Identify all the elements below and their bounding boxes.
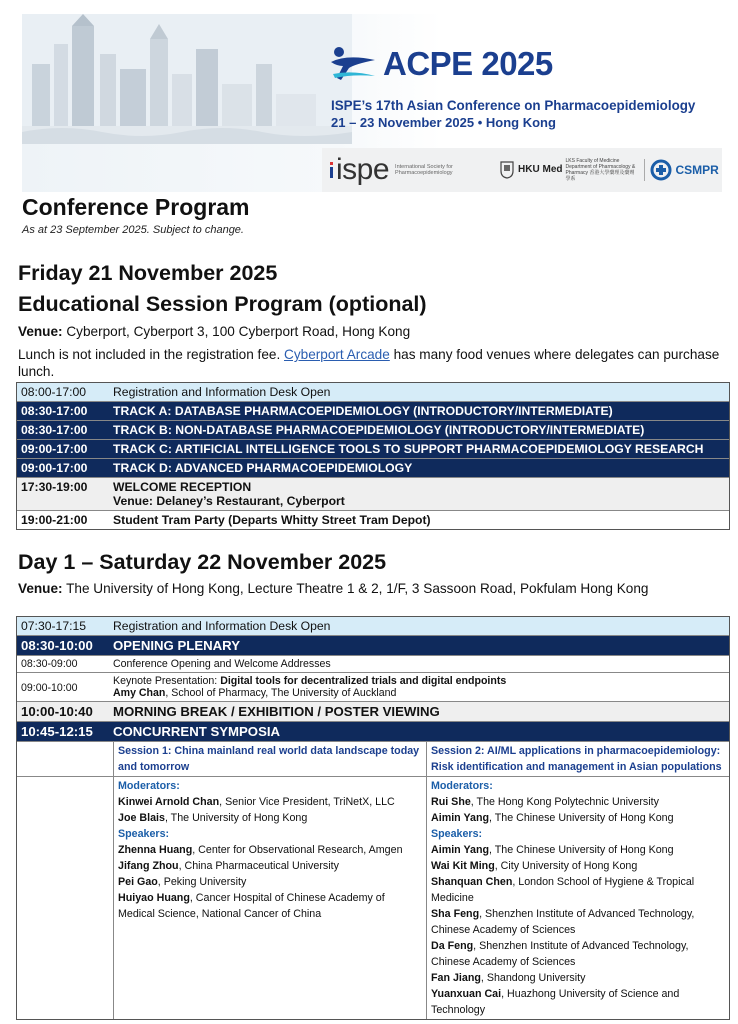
session-2-details bbox=[426, 777, 729, 1019]
hku-department-text: LKS Faculty of Medicine Department of Pharmacology & Pharmacy 香港大學藥理及藥劑學系 bbox=[565, 158, 636, 182]
description-cell: Conference Opening and Welcome Addresses bbox=[113, 658, 331, 670]
person-name: Rui She bbox=[431, 796, 471, 808]
symposia-session-titles bbox=[17, 742, 729, 777]
speaker bbox=[118, 842, 422, 858]
time-cell: 08:30-10:00 bbox=[21, 638, 93, 653]
moderator bbox=[431, 810, 725, 826]
educational-session-heading: Educational Session Program (optional) bbox=[18, 292, 427, 316]
person-affiliation: , Huazhong University of Science and Technology bbox=[431, 988, 680, 1016]
person-name: Sha Feng bbox=[431, 908, 480, 920]
time-cell: 08:30-17:00 bbox=[21, 423, 88, 437]
moderators-label: Moderators: bbox=[431, 780, 493, 792]
keynote-speaker bbox=[113, 687, 729, 699]
day1-schedule-table bbox=[16, 616, 730, 1020]
session-1-details bbox=[113, 777, 426, 1019]
person-affiliation: , The University of Hong Kong bbox=[164, 812, 308, 824]
symposia-session-details bbox=[17, 777, 729, 1019]
table-row bbox=[17, 656, 729, 673]
acpe-figure-icon bbox=[327, 44, 379, 84]
moderator bbox=[431, 794, 725, 810]
speaker bbox=[118, 890, 422, 922]
description-cell bbox=[113, 673, 729, 701]
speaker bbox=[431, 874, 725, 906]
description-cell: Student Tram Party (Departs Whitty Street Tram Depot) bbox=[113, 513, 431, 527]
speaker bbox=[431, 970, 725, 986]
table-row bbox=[17, 440, 729, 459]
person-name: Jifang Zhou bbox=[118, 860, 179, 872]
time-cell: 09:00-17:00 bbox=[21, 442, 88, 456]
keynote-line bbox=[113, 675, 729, 687]
time-cell: 08:00-17:00 bbox=[21, 385, 87, 399]
hong-kong-skyline-image bbox=[22, 14, 352, 144]
speaker bbox=[431, 842, 725, 858]
table-row bbox=[17, 421, 729, 440]
day1-heading: Day 1 – Saturday 22 November 2025 bbox=[18, 550, 387, 574]
hku-crest-icon bbox=[500, 161, 514, 179]
speaker-name: Amy Chan bbox=[113, 687, 166, 699]
person-affiliation: , China Pharmaceutical University bbox=[178, 860, 339, 872]
acpe-title: ACPE 2025 bbox=[383, 45, 553, 82]
person-name: Yuanxuan Cai bbox=[431, 988, 502, 1000]
table-row bbox=[17, 617, 729, 636]
event-venue: Venue: Delaney’s Restaurant, Cyberport bbox=[113, 494, 345, 508]
table-row bbox=[17, 702, 729, 722]
person-affiliation: , Shenzhen Institute of Advanced Technology, Chinese Academy of Sciences bbox=[431, 908, 695, 936]
friday-heading: Friday 21 November 2025 bbox=[18, 261, 278, 285]
table-row bbox=[17, 511, 729, 529]
speakers-label: Speakers: bbox=[431, 828, 483, 840]
time-cell: 08:30-09:00 bbox=[21, 658, 78, 670]
keynote-label: Keynote Presentation: bbox=[113, 675, 221, 687]
page-subtitle: As at 23 September 2025. Subject to change. bbox=[22, 224, 244, 236]
ispe-subtitle: International Society for Pharmacoepidemiology bbox=[395, 163, 453, 176]
time-cell: 19:00-21:00 bbox=[21, 513, 88, 527]
person-name: Aimin Yang bbox=[431, 844, 490, 856]
person-affiliation: , Peking University bbox=[157, 876, 247, 888]
description-cell: OPENING PLENARY bbox=[113, 638, 241, 653]
venue-value: The University of Hong Kong, Lecture Theatre 1 & 2, 1/F, 3 Sassoon Road, Pokfulam Hong Kong bbox=[62, 581, 649, 596]
keynote-title: Digital tools for decentralized trials and digital endpoints bbox=[220, 675, 507, 687]
person-affiliation: , The Hong Kong Polytechnic University bbox=[470, 796, 659, 808]
person-name: Aimin Yang bbox=[431, 812, 490, 824]
speaker bbox=[118, 858, 422, 874]
time-cell: 07:30-17:15 bbox=[21, 619, 87, 633]
day1-venue bbox=[18, 581, 648, 596]
table-row bbox=[17, 478, 729, 511]
speaker bbox=[431, 986, 725, 1018]
person-affiliation: , Center for Observational Research, Amgen bbox=[192, 844, 403, 856]
table-row bbox=[17, 459, 729, 478]
ispe-logo bbox=[328, 153, 470, 187]
table-row bbox=[17, 673, 729, 702]
person-affiliation: , London School of Hygiene & Tropical Medicine bbox=[431, 876, 695, 904]
person-name: Da Feng bbox=[431, 940, 474, 952]
moderator bbox=[118, 810, 422, 826]
ispe-mark-icon bbox=[328, 160, 336, 180]
description-cell: TRACK C: ARTIFICIAL INTELLIGENCE TOOLS TO SUPPORT PHARMACOEPIDEMIOLOGY RESEARCH bbox=[113, 442, 704, 456]
ispe-wordmark: ispe bbox=[336, 153, 390, 186]
person-affiliation: , City University of Hong Kong bbox=[494, 860, 638, 872]
cyberport-arcade-link[interactable]: Cyberport Arcade bbox=[284, 347, 390, 362]
table-row bbox=[17, 383, 729, 402]
description-cell: MORNING BREAK / EXHIBITION / POSTER VIEWING bbox=[113, 704, 440, 719]
lunch-note bbox=[18, 346, 733, 380]
lunch-note-text: Lunch is not included in the registration fee. bbox=[18, 347, 285, 362]
empty-time-cell bbox=[17, 777, 113, 1019]
venue-value: Cyberport, Cyberport 3, 100 Cyberport Road, Hong Kong bbox=[62, 324, 411, 339]
session-1-title: Session 1: China mainland real world data landscape today and tomorrow bbox=[113, 742, 426, 776]
friday-venue bbox=[18, 324, 410, 339]
speaker bbox=[431, 906, 725, 938]
page-title: Conference Program bbox=[22, 194, 250, 220]
time-cell: 09:00-17:00 bbox=[21, 461, 88, 475]
person-affiliation: , The Chinese University of Hong Kong bbox=[489, 812, 674, 824]
friday-schedule-table bbox=[16, 382, 730, 530]
time-cell: 09:00-10:00 bbox=[21, 682, 78, 694]
person-name: Huiyao Huang bbox=[118, 892, 190, 904]
hku-med-logo bbox=[500, 158, 637, 182]
moderator bbox=[118, 794, 422, 810]
person-name: Pei Gao bbox=[118, 876, 158, 888]
time-cell: 17:30-19:00 bbox=[21, 480, 88, 494]
person-name: Kinwei Arnold Chan bbox=[118, 796, 220, 808]
person-name: Fan Jiang bbox=[431, 972, 481, 984]
csmpr-wordmark: CSMPR bbox=[675, 163, 719, 177]
csmpr-mark-icon bbox=[650, 159, 672, 181]
person-name: Joe Blais bbox=[118, 812, 165, 824]
speaker-affiliation: , School of Pharmacy, The University of Auckland bbox=[165, 687, 397, 699]
person-affiliation: , Shenzhen Institute of Advanced Technology, Chinese Academy of Sciences bbox=[431, 940, 689, 968]
speakers-label: Speakers: bbox=[118, 828, 170, 840]
person-name: Zhenna Huang bbox=[118, 844, 193, 856]
description-cell bbox=[113, 478, 729, 510]
time-cell: 10:00-10:40 bbox=[21, 704, 93, 719]
empty-time-cell bbox=[17, 742, 113, 776]
acpe-logo bbox=[327, 42, 553, 86]
person-affiliation: , The Chinese University of Hong Kong bbox=[489, 844, 674, 856]
session-2-title: Session 2: AI/ML applications in pharmacoepidemiology: Risk identification and management in Asian populations bbox=[426, 742, 729, 776]
conference-name: ISPE’s 17th Asian Conference on Pharmacoepidemiology bbox=[331, 98, 696, 113]
table-row bbox=[17, 402, 729, 421]
csmpr-logo bbox=[644, 159, 719, 181]
partner-logos bbox=[322, 148, 722, 192]
description-cell: Registration and Information Desk Open bbox=[113, 385, 331, 399]
person-name: Shanquan Chen bbox=[431, 876, 513, 888]
description-cell: Registration and Information Desk Open bbox=[113, 619, 331, 633]
description-cell: TRACK A: DATABASE PHARMACOEPIDEMIOLOGY (INTRODUCTORY/INTERMEDIATE) bbox=[113, 404, 613, 418]
speaker bbox=[118, 874, 422, 890]
conference-banner bbox=[22, 14, 722, 192]
table-row bbox=[17, 636, 729, 656]
conference-dates: 21 – 23 November 2025 • Hong Kong bbox=[331, 115, 556, 130]
venue-label: Venue: bbox=[18, 581, 63, 596]
person-affiliation: , Cancer Hospital of Chinese Academy of Medical Science, National Cancer of China bbox=[118, 892, 385, 920]
person-name: Wai Kit Ming bbox=[431, 860, 495, 872]
lunch-note-text-end: has many food venues where delegates can purchase lunch. bbox=[18, 347, 720, 379]
moderators-label: Moderators: bbox=[118, 780, 180, 792]
description-cell: CONCURRENT SYMPOSIA bbox=[113, 724, 281, 739]
speaker bbox=[431, 858, 725, 874]
description-cell: TRACK B: NON-DATABASE PHARMACOEPIDEMIOLOGY (INTRODUCTORY/INTERMEDIATE) bbox=[113, 423, 645, 437]
time-cell: 10:45-12:15 bbox=[21, 724, 93, 739]
venue-label: Venue: bbox=[18, 324, 63, 339]
event-title: WELCOME RECEPTION bbox=[113, 480, 252, 494]
hku-med-wordmark: HKU Med bbox=[518, 164, 563, 175]
person-affiliation: , Senior Vice President, TriNetX, LLC bbox=[219, 796, 395, 808]
speaker bbox=[431, 938, 725, 970]
table-row bbox=[17, 722, 729, 742]
person-affiliation: , Shandong University bbox=[480, 972, 586, 984]
description-cell: TRACK D: ADVANCED PHARMACOEPIDEMIOLOGY bbox=[113, 461, 413, 475]
time-cell: 08:30-17:00 bbox=[21, 404, 88, 418]
